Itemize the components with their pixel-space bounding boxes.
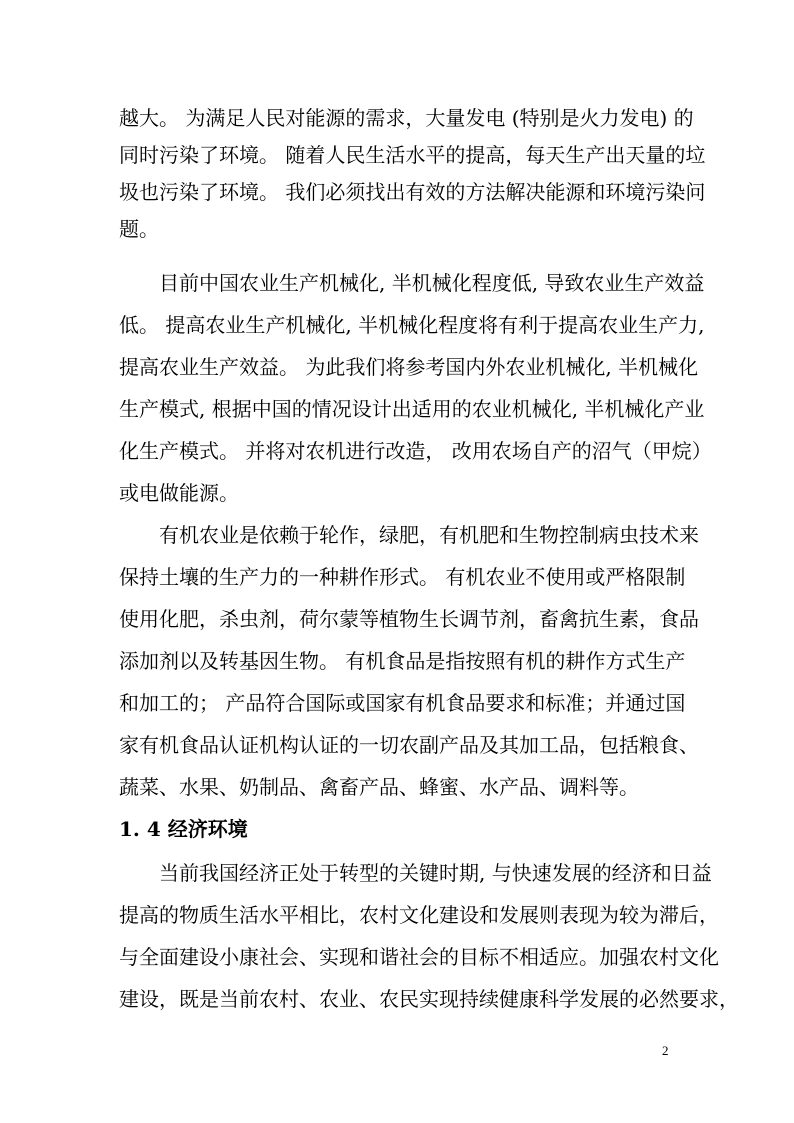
paragraph-2-line-5: 化生产模式。 并将对农机进行改造， 改用农场自产的沼气（甲烷） (119, 439, 712, 463)
paragraph-3-line-2: 保持土壤的生产力的一种耕作形式。 有机农业不使用或严格限制 (119, 565, 686, 589)
paragraph-1-line-4: 题。 (119, 217, 159, 241)
paragraph-2-line-4: 生产模式, 根据中国的情况设计出适用的农业机械化, 半机械化产业 (119, 397, 705, 421)
paragraph-3-line-6: 家有机食品认证机构认证的一切农副产品及其加工品，包括粮食、 (119, 733, 699, 757)
paragraph-3-line-3: 使用化肥，杀虫剂，荷尔蒙等植物生长调节剂，畜禽抗生素，食品 (119, 607, 699, 631)
paragraph-1-line-2: 同时污染了环境。 随着人民生活水平的提高，每天生产出天量的垃 (119, 143, 706, 167)
section-heading: 1. 4 经济环境 (119, 817, 248, 841)
paragraph-2-line-2: 低。 提高农业生产机械化, 半机械化程度将有利于提高农业生产力, (119, 313, 705, 337)
paragraph-1-line-1: 越大。 为满足人民对能源的需求，大量发电 (特别是火力发电) 的 (119, 106, 694, 130)
paragraph-1-line-3: 圾也污染了环境。 我们必须找出有效的方法解决能源和环境污染问 (119, 180, 706, 204)
paragraph-4-line-1: 当前我国经济正处于转型的关键时期, 与快速发展的经济和日益 (159, 861, 712, 885)
paragraph-2-line-1: 目前中国农业生产机械化, 半机械化程度低, 导致农业生产效益 (159, 271, 705, 295)
paragraph-4-line-4: 建设，既是当前农村、农业、农民实现持续健康科学发展的必然要求， (119, 987, 739, 1011)
paragraph-3-line-7: 蔬菜、水果、奶制品、禽畜产品、蜂蜜、水产品、调料等。 (119, 775, 639, 799)
page-number: 2 (662, 1043, 669, 1058)
paragraph-2-line-6: 或电做能源。 (119, 481, 239, 505)
paragraph-3-line-5: 和加工的； 产品符合国际或国家有机食品要求和标准；并通过国 (119, 691, 686, 715)
paragraph-4-line-3: 与全面建设小康社会、实现和谐社会的目标不相适应。加强农村文化 (119, 945, 719, 969)
paragraph-4-line-2: 提高的物质生活水平相比，农村文化建设和发展则表现为较为滞后， (119, 903, 719, 927)
paragraph-2-line-3: 提高农业生产效益。 为此我们将参考国内外农业机械化, 半机械化 (119, 355, 699, 379)
paragraph-3-line-1: 有机农业是依赖于轮作，绿肥，有机肥和生物控制病虫技术来 (159, 523, 699, 547)
paragraph-3-line-4: 添加剂以及转基因生物。 有机食品是指按照有机的耕作方式生产 (119, 649, 686, 673)
